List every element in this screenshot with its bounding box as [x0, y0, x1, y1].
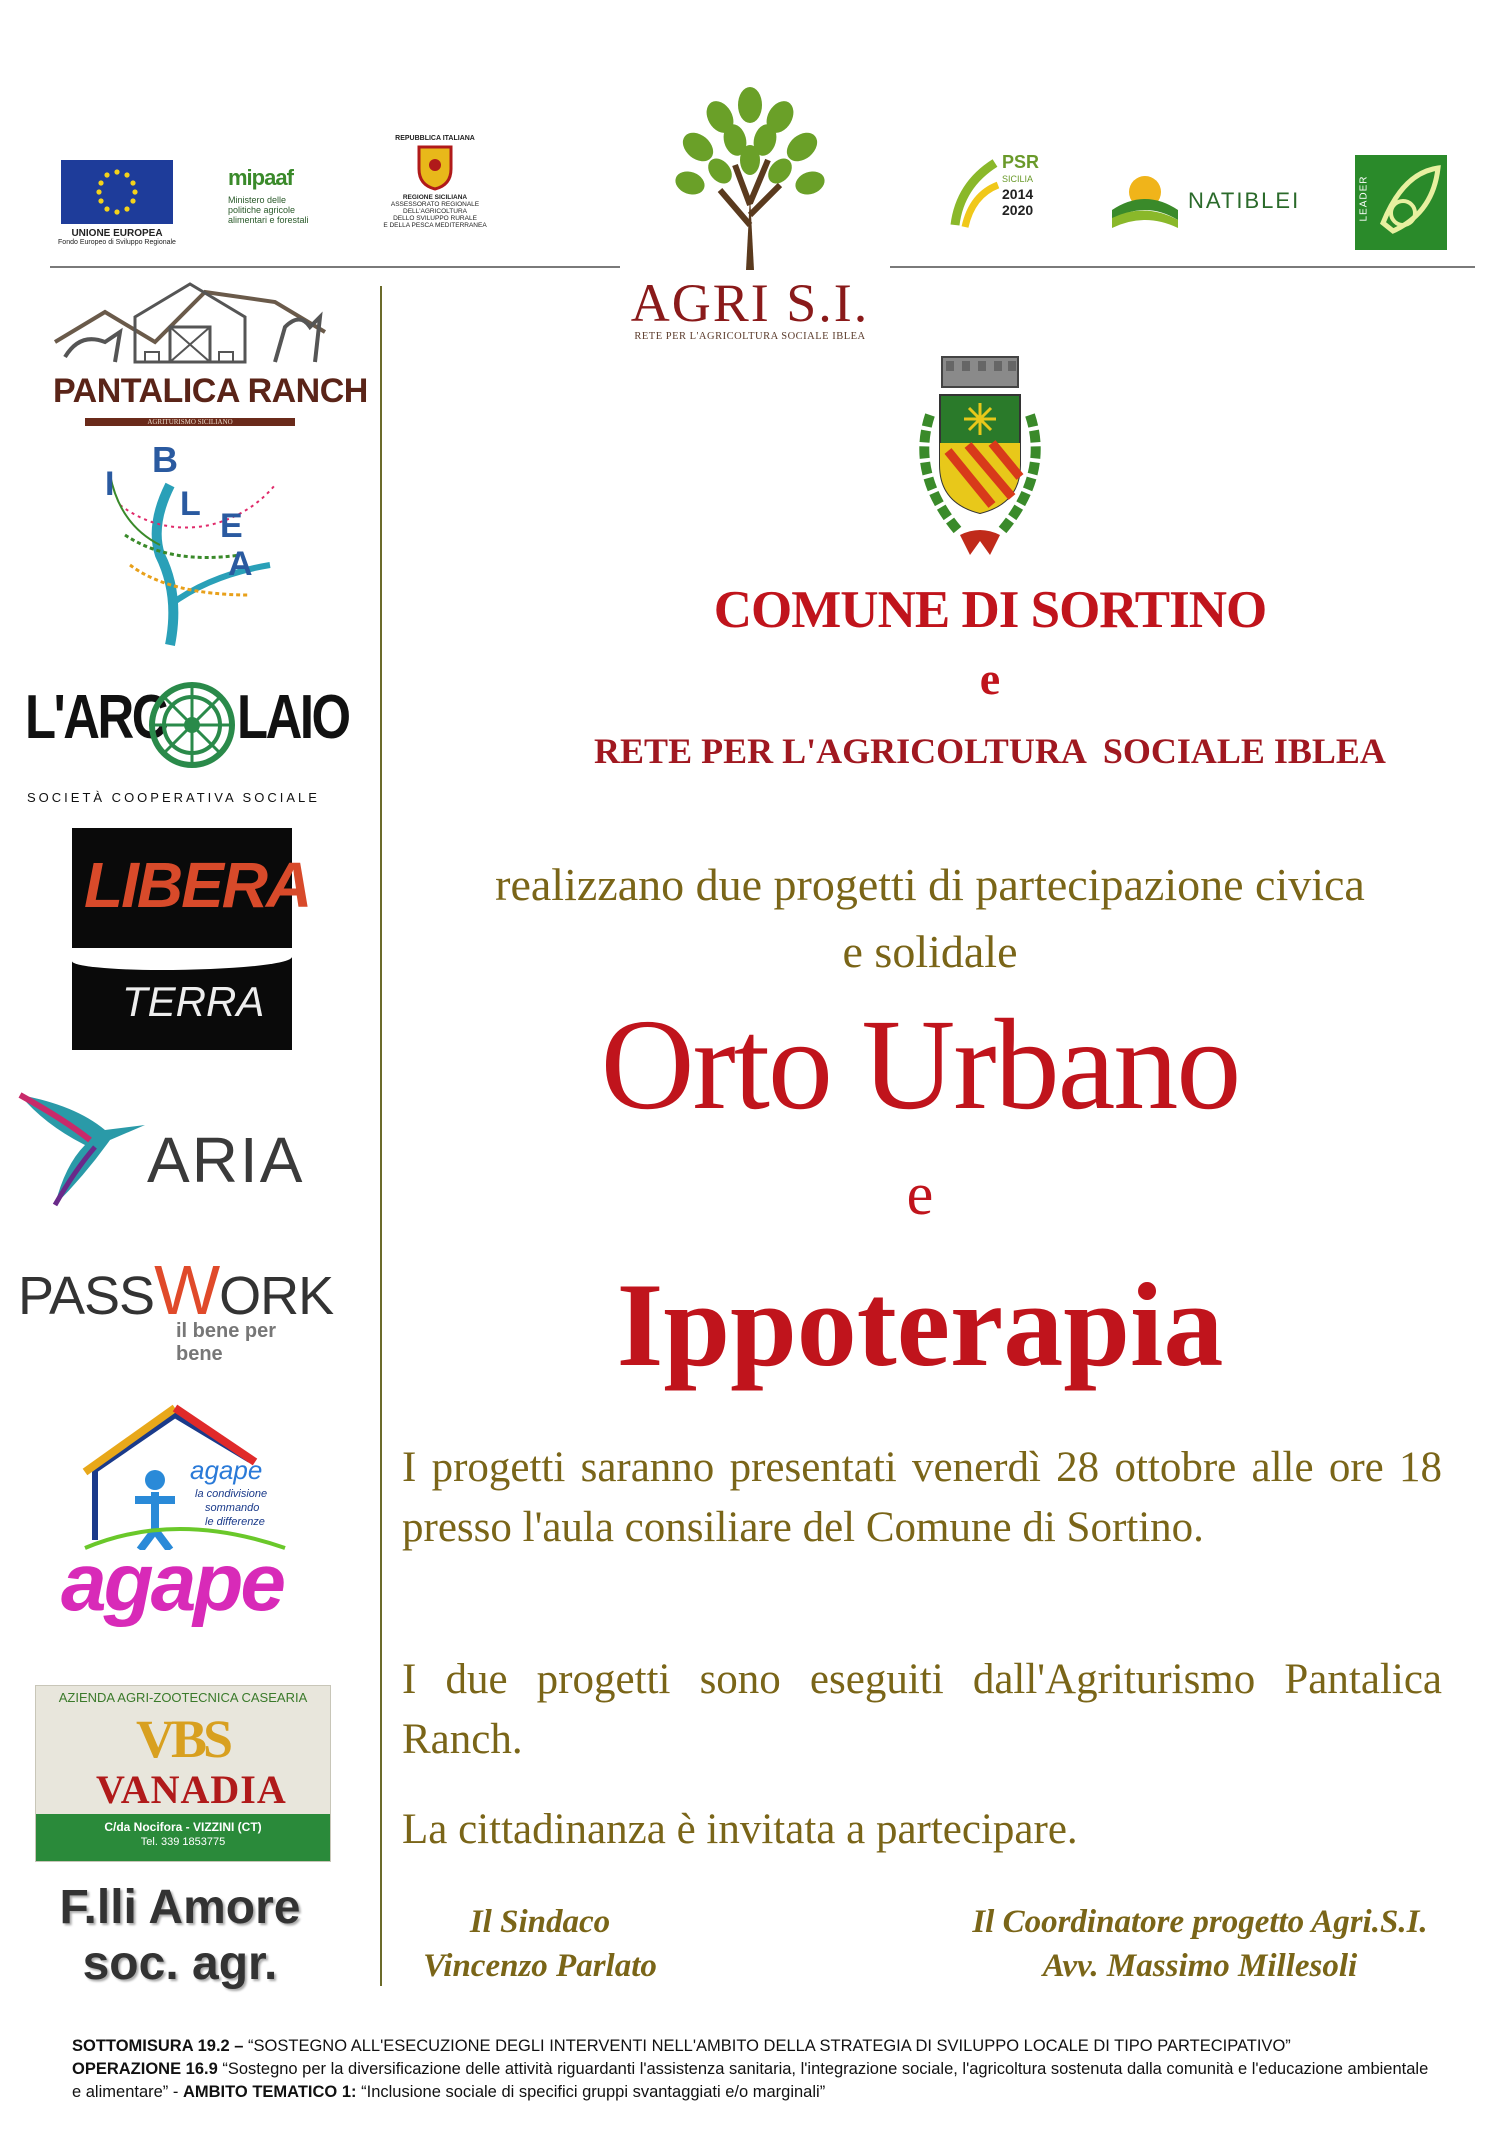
regione-line4: DELL'AGRICOLTURA	[403, 208, 467, 215]
vanadia-footer-band	[36, 1814, 330, 1861]
vanadia-logo	[35, 1685, 331, 1862]
psr-label: PSR	[1002, 152, 1040, 172]
footer-line-2	[72, 2058, 1432, 2104]
intro-line-2: e solidale	[842, 926, 1018, 977]
trinacria-icon	[415, 145, 455, 191]
paragraph-invitation: La cittadinanza è invitata a partecipare.	[402, 1806, 1078, 1853]
footer-operazione-text: “Sostegno per la diversificazione delle attività riguardanti l'assistenza sanitaria, l'integrazione sociale, l'agricoltura sostenuta dalla comunità e l'educazione ambientale e alimentare” -	[72, 2060, 1429, 2101]
iblea-letter-b: B	[152, 439, 178, 480]
vanadia-mark: VBS	[136, 1709, 230, 1769]
arcolaio-logo	[25, 680, 349, 805]
agape-house-icon	[55, 1400, 315, 1550]
passwork-sub: il bene per bene	[176, 1320, 277, 1365]
main-conj-2: e	[906, 1161, 934, 1227]
footer-ambito-label: AMBITO TEMATICO 1:	[182, 2083, 357, 2101]
vanadia-name: VANADIA	[96, 1767, 287, 1812]
signature-left-name: Vincenzo Parlato	[423, 1948, 657, 1984]
amore-logo	[30, 1880, 330, 1992]
natiblei-field-icon	[1110, 170, 1180, 230]
libera-bottom: TERRA	[122, 978, 265, 1025]
regione-logo	[370, 135, 500, 229]
passwork-text	[18, 1250, 333, 1330]
main-conj-1: e	[979, 653, 1001, 704]
arcolaio-right: LAIO	[237, 683, 349, 752]
libera-logo	[72, 828, 311, 1050]
signature-right	[920, 1900, 1480, 1988]
regione-line3: ASSESSORATO REGIONALE	[390, 201, 480, 208]
eu-logo	[52, 160, 182, 246]
main-title: COMUNE DI SORTINO	[713, 581, 1267, 639]
psr-year-start: 2014	[1002, 186, 1034, 202]
eu-flag-icon	[61, 160, 173, 224]
leader-name: LEADER	[1358, 175, 1370, 222]
vanadia-top: AZIENDA AGRI-ZOOTECNICA CASEARIA	[58, 1690, 308, 1705]
libera-top: LIBERA	[84, 849, 311, 921]
passwork-left: PASS	[18, 1266, 155, 1326]
footer-notes	[72, 2035, 1432, 2104]
regione-line2: REGIONE SICILIANA	[402, 194, 468, 201]
header-rule-right	[890, 266, 1475, 268]
agape-motto3: le differenze	[205, 1516, 265, 1528]
agrisi-tagline: RETE PER L'AGRICOLTURA SOCIALE IBLEA	[634, 331, 866, 342]
leader-logo	[1355, 155, 1447, 250]
aria-logo	[15, 1085, 325, 1215]
project-ippoterapia: Ippoterapia	[616, 1258, 1224, 1391]
agape-small: agape	[190, 1455, 263, 1485]
iblea-letter-e: E	[220, 507, 243, 545]
natiblei-logo	[1110, 170, 1320, 230]
amore-line2: soc. agr.	[82, 1937, 278, 1990]
passwork-right: ORK	[219, 1266, 334, 1326]
mipaaf-line1: Ministero delle	[228, 195, 287, 205]
vanadia-tel: Tel. 339 1853775	[140, 1836, 226, 1848]
signature-left	[390, 1900, 690, 1988]
mipaaf-name: mipaaf	[228, 165, 293, 190]
project-orto-urbano: Orto Urbano	[600, 993, 1240, 1137]
iblea-letter-i: I	[105, 465, 115, 503]
intro-line-1: realizzano due progetti di partecipazione civica	[495, 859, 1365, 910]
signature-right-name: Avv. Massimo Millesoli	[1042, 1948, 1358, 1984]
amore-line1: F.lli Amore	[59, 1881, 301, 1934]
mipaaf-line3: alimentari e forestali	[228, 215, 309, 225]
eu-label: UNIONE EUROPEA	[71, 228, 163, 239]
aria-name: ARIA	[147, 1124, 305, 1196]
psr-region: SICILIA	[1002, 174, 1034, 184]
iblea-logo	[100, 439, 290, 650]
pantalica-sub: AGRITURISMO SICILIANO	[147, 418, 233, 426]
agape-logo	[55, 1400, 315, 1630]
vanadia-address: C/da Nocifora - VIZZINI (CT)	[104, 1820, 262, 1834]
footer-operazione-label: OPERAZIONE 16.9	[72, 2060, 218, 2078]
agape-name: agape	[61, 1537, 283, 1628]
arcolaio-sub: SOCIETÀ COOPERATIVA SOCIALE	[27, 790, 320, 805]
header-rule-left	[50, 266, 620, 268]
sortino-coat-of-arms-icon	[900, 355, 1060, 565]
iblea-tree-icon	[100, 445, 290, 650]
paragraph-presentation: I progetti saranno presentati venerdì 28 ottobre alle ore 18 presso l'aula consiliare del Comune di Sortino.	[402, 1444, 1442, 1551]
iblea-letter-a: A	[228, 545, 253, 583]
main-subtitle: RETE PER L'AGRICOLTURA SOCIALE IBLEA	[594, 731, 1386, 771]
footer-sottomisura-label: SOTTOMISURA 19.2 –	[72, 2037, 244, 2055]
psr-year-end: 2020	[1002, 202, 1034, 218]
regione-line5: DELLO SVILUPPO RURALE	[393, 215, 477, 222]
libera-wave	[72, 948, 292, 970]
iblea-letter-l: L	[180, 485, 201, 523]
agape-motto2: sommando	[205, 1502, 260, 1514]
footer-line-1	[72, 2035, 1432, 2058]
paragraph-execution: I due progetti sono eseguiti dall'Agriturismo Pantalica Ranch.	[402, 1656, 1442, 1763]
arcolaio-wheel-icon	[147, 680, 237, 770]
mipaaf-logo	[228, 165, 338, 225]
pantalica-name: PANTALICA RANCH	[53, 372, 368, 410]
sidebar-divider	[380, 286, 382, 1986]
footer-sottomisura-text: “SOSTEGNO ALL'ESECUZIONE DEGLI INTERVENTI NELL'AMBITO DELLA STRATEGIA DI SVILUPPO LOCALE DI TIPO PARTECIPATIVO”	[243, 2037, 1291, 2055]
natiblei-name: NATIBLEI	[1188, 188, 1301, 213]
passwork-w: W	[154, 1251, 220, 1329]
eu-sublabel: Fondo Europeo di Sviluppo Regionale	[58, 239, 176, 246]
psr-swoosh-icon	[950, 155, 1000, 235]
signature-left-role: Il Sindaco	[469, 1904, 611, 1940]
psr-logo	[950, 150, 1050, 240]
signature-right-role: Il Coordinatore progetto Agri.S.I.	[972, 1904, 1428, 1940]
pantalica-sub-band	[85, 418, 295, 426]
agrisi-logo	[600, 85, 900, 342]
tree-icon	[650, 85, 850, 275]
hummingbird-icon	[15, 1085, 155, 1215]
leader-leaf-icon	[1373, 163, 1443, 243]
footer-ambito-text: “Inclusione sociale di specifici gruppi svantaggiati e/o marginali”	[356, 2083, 826, 2101]
agrisi-name: AGRI S.I.	[630, 273, 870, 333]
mipaaf-line2: politiche agricole	[228, 205, 296, 215]
ranch-barn-icon	[45, 272, 335, 372]
passwork-logo	[18, 1250, 334, 1365]
pantalica-logo	[45, 272, 368, 427]
arcolaio-left: L'ARC	[25, 683, 167, 752]
agape-motto1: la condivisione	[195, 1488, 268, 1500]
regione-line6: E DELLA PESCA MEDITERRANEA	[383, 222, 487, 229]
regione-line1: REPUBBLICA ITALIANA	[395, 135, 475, 142]
